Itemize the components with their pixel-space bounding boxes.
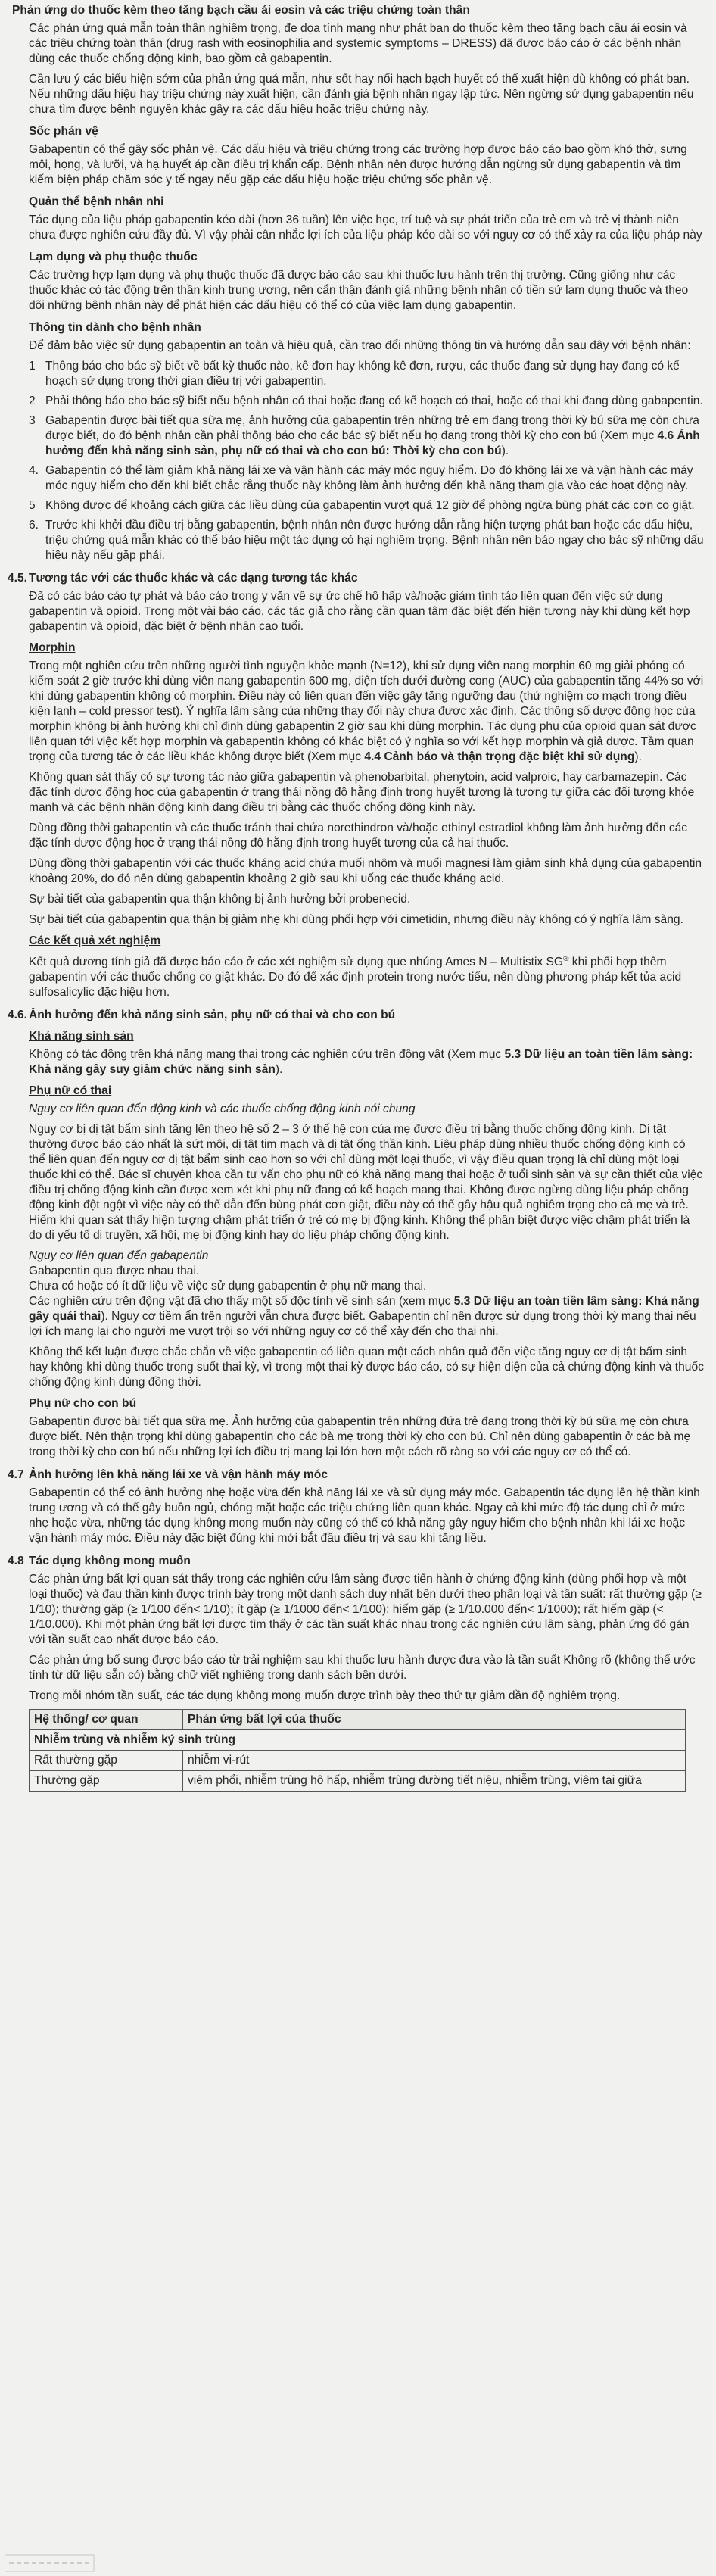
list-item: 1 Thông báo cho bác sỹ biết về bất kỳ thuốc nào, kê đơn hay không kê đơn, rượu, các thuốc đang sử dụng hay đang có kế hoạch sử dụng trong thời gian điều trị với gabapentin. bbox=[29, 360, 680, 388]
anaphylaxis-paragraph: Gabapentin có thể gây sốc phản vệ. Các dấu hiệu và triệu chứng trong các trường hợp được báo cáo bao gồm khó thở, sưng môi, họng, và lưỡi, và hạ huyết áp cần điều trị khẩn cấp. Bệnh nhân nên được hướng dẫn ngừng sử dụng gabapentin và tìm kiếm biện pháp chăm sóc y tế ngay nếu gặp các dấu hiệu hoặc triệu chứng sốc phản vệ. bbox=[29, 143, 687, 186]
list-item: 4. Gabapentin có thể làm giảm khả năng lái xe và vận hành các máy móc nguy hiểm. Do đó không lái xe và vận hành các máy móc nguy hiểm cho đến khi biết chắc rằng thuốc này không làm ảnh hưởng đến khả năng tham gia vào các hoạt động này. bbox=[29, 464, 693, 492]
top-cut-heading: Phản ứng do thuốc kèm theo tăng bạch cầu ái eosin và các triệu chứng toàn thân bbox=[12, 4, 470, 17]
dress-paragraph-2: Cần lưu ý các biểu hiện sớm của phản ứng quá mẫn, như sốt hay nổi hạch bạch huyết có thể xuất hiện dù không có phát ban. Nếu những dấu hiệu hay triệu chứng này xuất hiện, cần đánh giá bệnh nhân ngay lập tức. Nên ngừng sử dụng gabapentin nếu chưa tìm được bệnh nguyên khác gây ra các dấu hiệu hoặc triệu chứng này. bbox=[29, 73, 694, 116]
patient-info-intro: Để đảm bảo việc sử dụng gabapentin an toàn và hiệu quả, cần trao đổi những thông tin và hướng dẫn sau đây với bệnh nhân: bbox=[29, 339, 691, 352]
list-item: 2 Phải thông báo cho bác sỹ biết nếu bệnh nhân có thai hoặc đang có kế hoạch có thai, hoặc có thai khi đang dùng gabapentin. bbox=[29, 395, 703, 407]
adverse-paragraph-3: Trong mỗi nhóm tần suất, các tác dụng không mong muốn được trình bày theo thứ tự giảm dần độ nghiêm trọng. bbox=[29, 1689, 621, 1703]
interactions-section bbox=[29, 589, 704, 1000]
fertility-heading: 4.6. Ảnh hưởng đến khả năng sinh sản, phụ nữ có thai và cho con bú bbox=[8, 1009, 396, 1022]
table-header-system: Hệ thống/ cơ quan bbox=[30, 1710, 183, 1730]
interactions-heading: 4.5. Tương tác với các thuốc khác và các dạng tương tác khác bbox=[8, 572, 358, 585]
list-item: 6. Trước khi khởi đầu điều trị bằng gabapentin, bệnh nhân nên được hướng dẫn rằng hiện tượng phát ban hoặc các dấu hiệu, triệu chứng quá mẫn khác có thể báo hiệu một tác dụng có hại nghiêm trọng. Bệnh nhân nên báo ngay cho bác sỹ những dấu hiệu này nếu gặp phải. bbox=[29, 519, 704, 562]
interactions-paragraph-6: Sự bài tiết của gabapentin qua thận bị giảm nhẹ khi dùng phối hợp với cimetidin, nhưng điều này không có ý nghĩa lâm sàng. bbox=[29, 913, 683, 926]
dependence-paragraph: Các trường hợp lạm dụng và phụ thuộc thuốc đã được báo cáo sau khi thuốc lưu hành trên thị trường. Cũng giống như các thuốc khác có tác động trên thần kinh trung ương, nên cẩn thận đánh giá những bệnh nhân có tiền sử lạm dụng thuốc và theo dõi những bệnh nhân này để phát hiện các dấu hiệu có thể có của việc lạm dụng gabapentin. bbox=[29, 269, 689, 312]
table-cell-frequency: Thường gặp bbox=[30, 1771, 183, 1792]
patient-info-list bbox=[29, 359, 704, 563]
adverse-paragraph-2: Các phản ứng bổ sung được báo cáo từ trải nghiệm sau khi thuốc lưu hành được đưa vào là tần suất Không rõ (không thể ước tính từ dữ liệu sẵn có) bằng chữ viết nghiêng trong danh sách bên dưới. bbox=[29, 1654, 696, 1683]
pregnancy-risk-gabapentin-title: Nguy cơ liên quan đến gabapentin bbox=[29, 1249, 209, 1263]
pregnancy-paragraph-2b: Chưa có hoặc có ít dữ liệu về việc sử dụng gabapentin ở phụ nữ mang thai. bbox=[29, 1280, 427, 1293]
cross-reference: 5.3 Dữ liệu an toàn tiền lâm sàng: Khả năng gây suy giảm chức năng sinh sản bbox=[29, 1048, 693, 1077]
fertility-subheading: Khả năng sinh sản bbox=[29, 1030, 134, 1043]
pregnancy-risk-general-title: Nguy cơ liên quan đến động kinh và các thuốc chống động kinh nói chung bbox=[29, 1102, 416, 1116]
table-cell-frequency: Rất thường gặp bbox=[30, 1751, 183, 1771]
anaphylaxis-heading: Sốc phản vệ bbox=[29, 125, 98, 138]
pregnancy-paragraph-2a: Gabapentin qua được nhau thai. bbox=[29, 1265, 200, 1278]
table-row bbox=[30, 1771, 686, 1792]
pediatric-paragraph: Tác dụng của liệu pháp gabapentin kéo dài (hơn 36 tuần) lên việc học, trí tuệ và sự phát triển của trẻ em và trẻ vị thành niên chưa được nghiên cứu đầy đủ. Vì vậy phải cân nhắc lợi ích của liệu pháp kéo dài so với nguy cơ có thể xảy ra của liệu pháp này bbox=[29, 214, 702, 242]
adverse-effects-table bbox=[29, 1709, 686, 1792]
cross-reference: 4.6 Ảnh hưởng đến khả năng sinh sản, phụ nữ có thai và cho con bú: Thời kỳ cho con bú bbox=[45, 429, 700, 457]
dress-section bbox=[29, 21, 704, 563]
pregnancy-subheading: Phụ nữ có thai bbox=[29, 1084, 112, 1098]
interactions-paragraph-5: Sự bài tiết của gabapentin qua thận không bị ảnh hưởng bởi probenecid. bbox=[29, 893, 411, 906]
fertility-section bbox=[29, 1029, 704, 1460]
table-cell-effect: viêm phổi, nhiễm trùng hô hấp, nhiễm trùng đường tiết niệu, nhiễm trùng, viêm tai giữa bbox=[183, 1771, 686, 1792]
adverse-section bbox=[29, 1572, 704, 1792]
table-row bbox=[30, 1751, 686, 1771]
table-cell-effect: nhiễm vi-rút bbox=[183, 1751, 686, 1771]
patient-info-heading: Thông tin dành cho bệnh nhân bbox=[29, 321, 201, 334]
table-header-reaction: Phản ứng bất lợi của thuốc bbox=[183, 1710, 686, 1730]
morphine-paragraph: Trong một nghiên cứu trên những người tình nguyện khỏe mạnh (N=12), khi sử dụng viên nang morphin 60 mg giải phóng có kiểm soát 2 giờ trước khi dùng viên nang gabapentin 600 mg, diện tích dưới đường cong (AUC) của gabapentin tăng 44% so với khi dùng gabapentin không có morphin. Điều này có liên quan đến việc gây tăng ngưỡng đau (thử nghiệm co mạch trong điều kiện lạnh – cold pressor test). Ý nghĩa lâm sàng của những thay đổi này chưa được xác định. Các thông số dược động học của morphin không bị ảnh hưởng khi chỉ định dùng gabapentin 2 giờ sau khi dùng morphin. Tác dụng phụ của opioid quan sát được liên quan tới việc kết hợp morphin và gabapentin không có khác biệt có ý nghĩa so với kết hợp morphin và giả dược. Tầm quan trọng của tương tác ở các liều khác không được biết (Xem mục 4.4 Cảnh báo và thận trọng đặc biệt khi sử dụng). bbox=[29, 660, 704, 763]
interactions-paragraph-3: Dùng đồng thời gabapentin và các thuốc tránh thai chứa norethindron và/hoặc ethinyl estradiol không làm ảnh hưởng đến các đặc tính dược động học ở trạng thái nồng độ hằng định trong huyết tương của cả hai thuốc. bbox=[29, 822, 688, 850]
adverse-heading: 4.8 Tác dụng không mong muốn bbox=[8, 1555, 191, 1568]
pediatric-heading: Quản thể bệnh nhân nhi bbox=[29, 195, 164, 208]
dress-paragraph-1: Các phản ứng quá mẫn toàn thân nghiêm trọng, đe dọa tính mạng như phát ban do thuốc kèm theo tăng bạch cầu ái eosin và các triệu chứng toàn thân (drug rash with eosinophilia and systemic symptoms – DRESS) đã được báo cáo ở các bệnh nhân dùng các thuốc chống động kinh, bao gồm cả gabapentin. bbox=[29, 22, 687, 65]
dependence-heading: Lạm dụng và phụ thuộc thuốc bbox=[29, 251, 198, 264]
lab-results-heading: Các kết quả xét nghiệm bbox=[29, 934, 161, 947]
driving-heading: 4.7 Ảnh hưởng lên khả năng lái xe và vận hành máy móc bbox=[8, 1468, 328, 1482]
pregnancy-paragraph-2c: Các nghiên cứu trên động vật đã cho thấy một số độc tính về sinh sản (xem mục 5.3 Dữ liệu an toàn tiền lâm sàng: Khả năng gây quái thai). Nguy cơ tiềm ẩn trên người vẫn chưa được biết. Gabapentin chỉ nên được sử dụng trong thời kỳ mang thai nếu lợi ích mang lại cho người mẹ vượt trội so với những nguy cơ có thể xảy đến cho thai nhi. bbox=[29, 1295, 699, 1339]
cross-reference: 5.3 Dữ liệu an toàn tiền lâm sàng: Khả năng gây quái thai bbox=[29, 1295, 699, 1324]
fertility-paragraph: Không có tác động trên khả năng mang thai trong các nghiên cứu trên động vật (Xem mục 5.3 Dữ liệu an toàn tiền lâm sàng: Khả năng gây suy giảm chức năng sinh sản). bbox=[29, 1048, 693, 1077]
print-code-mark bbox=[5, 2553, 95, 2573]
lab-results-paragraph: Kết quả dương tính giả đã được báo cáo ở các xét nghiệm sử dụng que nhúng Ames N – Multistix SG® khi phối hợp thêm gabapentin với các thuốc chống co giật khác. Do đó để xác định protein trong nước tiểu, nên dùng phương pháp kết tủa acid sulfosalicylic đặc hiệu hơn. bbox=[29, 955, 682, 1000]
interactions-paragraph-1: Đã có các báo cáo tự phát và báo cáo trong y văn về sự ức chế hô hấp và/hoặc giảm tình táo liên quan đến việc sử dụng gabapentin và opioid. Trong một vài báo cáo, các tác giả cho rằng cần quan tâm đặc biệt đến hiện tượng này khi dùng kết hợp gabapentin và opioid, đặc biệt ở bệnh nhân cao tuổi. bbox=[29, 590, 690, 633]
lactation-subheading: Phụ nữ cho con bú bbox=[29, 1397, 137, 1411]
cross-reference: 4.4 Cảnh báo và thận trọng đặc biệt khi sử dụng bbox=[364, 750, 635, 763]
morphine-heading: Morphin bbox=[29, 641, 76, 654]
pregnancy-paragraph-3: Không thể kết luận được chắc chắn về việc gabapentin có liên quan một cách nhân quả đến việc tăng nguy cơ dị tật bẩm sinh hay không khi dùng thuốc trong suốt thai kỳ, vì trong một thai kỳ được báo cáo, có sự hiện diện của cả chứng động kinh và thuốc chống động kinh dùng đồng thời. bbox=[29, 1346, 704, 1389]
driving-paragraph: Gabapentin có thể có ảnh hưởng nhẹ hoặc vừa đến khả năng lái xe và sử dụng máy móc. Gabapentin tác dụng lên hệ thần kinh trung ương và có thể gây buồn ngủ, chóng mặt hoặc các triệu chứng liên quan khác. Ngay cả khi mức độ tác dụng chỉ ở mức nhẹ hoặc vừa, những tác dụng không mong muốn này cũng có thể có khả năng gây nguy hiểm cho bệnh nhân khi lái xe hoặc vận hành máy móc. Điều này đặc biệt đúng khi mới bắt đầu điều trị và sau khi tăng liều. bbox=[29, 1486, 700, 1545]
adverse-paragraph-1: Các phản ứng bất lợi quan sát thấy trong các nghiên cứu lâm sàng được tiến hành ở chứng động kinh (dùng phối hợp và một loại thuốc) và đau thần kinh được trình bày trong một danh sách duy nhất bên dưới theo phân loại và tần suất: rất thường gặp (≥ 1/10); thường gặp (≥ 1/100 đến< 1/10); ít gặp (≥ 1/1000 đến< 1/100); hiếm gặp (≥ 1/10.000 đến< 1/1000); rất hiếm gặp (< 1/10.000). Khi một phản ứng bất lợi được tìm thấy ở các tần suất khác nhau trong các nghiên cứu lâm sàng, phản ứng đó gán với tần suất cao nhất được báo cáo. bbox=[29, 1573, 702, 1647]
table-header-row bbox=[30, 1710, 686, 1730]
interactions-paragraph-2: Không quan sát thấy có sự tương tác nào giữa gabapentin và phenobarbital, phenytoin, acid valproic, hay carbamazepin. Các đặc tính dược động học của gabapentin ở trạng thái nồng độ hằng định trong huyết tương là tương tự giữa các đối tượng khỏe mạnh và các bệnh nhân động kinh đang điều trị bằng các thuốc chống động kinh này. bbox=[29, 771, 695, 814]
driving-section bbox=[29, 1486, 704, 1546]
table-group-infections: Nhiễm trùng và nhiễm ký sinh trùng bbox=[30, 1730, 686, 1751]
list-item: 5 Không được để khoảng cách giữa các liều dùng của gabapentin vượt quá 12 giờ để phòng ngừa bùng phát các cơn co giật. bbox=[29, 499, 695, 512]
pregnancy-paragraph-1: Nguy cơ bị dị tật bẩm sinh tăng lên theo hệ số 2 – 3 ở thế hệ con của mẹ được điều trị bằng thuốc chống động kinh. Dị tật thường được báo cáo nhất là sứt môi, dị tật tim mạch và dị tật ống thần kinh. Liệu pháp dùng nhiều thuốc chống động kinh có thể liên quan đến nguy cơ dị tật bẩm sinh cao hơn so với chỉ dùng một loại thuốc, vì vậy điều quan trọng là chỉ dùng một loại thuốc khi có thể. Bác sĩ chuyên khoa cần tư vấn cho phụ nữ có khả năng mang thai hoặc ở tuổi sinh sản và sự cần thiết của việc điều trị chống động kinh cần được xem xét khi phụ nữ đang có kế hoạch mang thai. Không được ngừng dùng liệu pháp chống động kinh đột ngột vì việc này có thể dẫn đến bùng phát cơn giật, điều này có thể gây hậu quả nghiêm trọng cho cả mẹ và trẻ. Hiếm khi quan sát thấy hiện tượng chậm phát triển ở trẻ có mẹ bị động kinh. Không thể phân biệt được việc chậm phát triển là do di yếu tố di truyền, xã hội, mẹ bị động kinh hay do liệu pháp chống động kinh. bbox=[29, 1123, 703, 1243]
interactions-paragraph-4: Dùng đồng thời gabapentin với các thuốc kháng acid chứa muối nhôm và muối magnesi làm giảm sinh khả dụng của gabapentin khoảng 20%, do đó nên dùng gabapentin khoảng 2 giờ sau khi uống các thuốc kháng acid. bbox=[29, 857, 702, 885]
table-group-row bbox=[30, 1730, 686, 1751]
list-item: 3 Gabapentin được bài tiết qua sữa mẹ, ảnh hưởng của gabapentin trên những trẻ em đang trong thời kỳ bú sữa mẹ còn chưa được biết, do đó bệnh nhân cần phải thông báo cho các bác sỹ biết nếu họ đang trong thời kỳ cho con bú (Xem mục 4.6 Ảnh hưởng đến khả năng sinh sản, phụ nữ có thai và cho con bú: Thời kỳ cho con bú). bbox=[29, 414, 700, 457]
lactation-paragraph: Gabapentin được bài tiết qua sữa mẹ. Ảnh hưởng của gabapentin trên những đứa trẻ đang trong thời kỳ bú sữa mẹ còn chưa được biết. Nên thận trọng khi dùng gabapentin cho các bà mẹ trong thời kỳ cho con bú. Chỉ nên dùng gabapentin ở các bà mẹ trong thời kỳ cho con bú nếu những lợi ích điều trị mang lại lớn hơn một cách rõ ràng so với các nguy cơ có thể có. bbox=[29, 1415, 691, 1459]
